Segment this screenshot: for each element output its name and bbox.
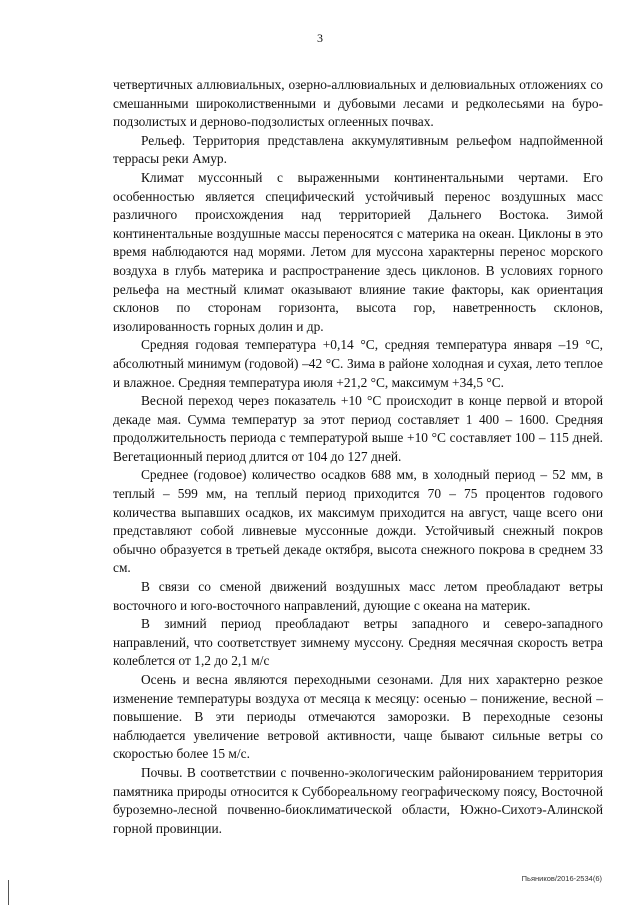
paragraph-relief: Рельеф. Территория представлена аккумулятивным рельефом надпойменной террасы реки Амур. bbox=[113, 132, 603, 167]
paragraph-precipitation: Среднее (годовое) количество осадков 688 мм, в холодный период – 52 мм, в теплый – 599 мм, на теплый период приходится 70 – 75 процентов годового количества выпавших осадков, их максимум приходится на август, чаще всего они представляют собой ливневые муссонные дожди. Устойчивый снежный покров обычно образуется в третьей декаде октября, высота снежного покрова в среднем 33 см. bbox=[113, 467, 603, 576]
scan-edge-mark bbox=[8, 880, 9, 905]
paragraph-summer-winds: В связи со сменой движений воздушных масс летом преобладают ветры восточного и юго-восточного направлений, дующие с океана на материк. bbox=[113, 579, 603, 613]
paragraph-spring: Весной переход через показатель +10 °С происходит в конце первой и второй декаде мая. Сумма температур за этот период составляет 1 400 – 1600. Средняя продолжительность периода с температурой выше +10 °С составляет 100 – 115 дней. Вегетационный период длится от 104 до 127 дней. bbox=[113, 393, 603, 464]
paragraph-temperature: Средняя годовая температура +0,14 °С, средняя температура января –19 °С, абсолютный минимум (годовой) –42 °С. Зима в районе холодная и сухая, лето теплое и влажное. Средняя температура июля +21,2 °С, максимум +34,5 °С. bbox=[113, 337, 603, 390]
body-text bbox=[113, 76, 603, 838]
paragraph-transitional-seasons: Осень и весна являются переходными сезонами. Для них характерно резкое изменение температуры воздуха от месяца к месяцу: осенью – понижение, весной – повышение. В эти периоды отмечаются заморозки. В переходные сезоны наблюдается увеличение ветровой активности, чаще бывают сильные ветры со скоростью более 15 м/с. bbox=[113, 672, 603, 762]
paragraph-winter-winds: В зимний период преобладают ветры западного и северо-западного направлений, что соответствует зимнему муссону. Средняя месячная скорость ветра колеблется от 1,2 до 2,1 м/с bbox=[113, 616, 603, 669]
paragraph-climate: Климат муссонный с выраженными континентальными чертами. Его особенностью является специфический устойчивый перенос воздушных масс различного происхождения над территорией Дальнего Востока. Зимой континентальные воздушные массы переносятся с материка на океан. Циклоны в это время наблюдаются над морями. Летом для муссона характерны перенос морского воздуха в глубь материка и распространение здесь циклонов. В условиях горного рельефа на местный климат оказывают влияние такие факторы, как ориентация склонов по сторонам горизонта, высота гор, наветренность склонов, изолированность горных долин и др. bbox=[113, 169, 603, 334]
footer-reference: Пьяников/2016-2534(6) bbox=[521, 874, 602, 883]
paragraph-soils: Почвы. В соответствии с почвенно-экологическим районированием территория памятника природы относится к Суббореальному географическому поясу, Восточной буроземно-лесной почвенно-биоклиматической области, Южно-Сихотэ-Алинской горной провинции. bbox=[113, 764, 603, 836]
paragraph-intro: четвертичных аллювиальных, озерно-аллювиальных и делювиальных отложениях со смешанными широколиственными и дубовыми лесами и редколесьями на буро-подзолистых и дерново-подзолистых оглеенных почвах. bbox=[113, 77, 603, 130]
page-number: 3 bbox=[317, 31, 323, 45]
